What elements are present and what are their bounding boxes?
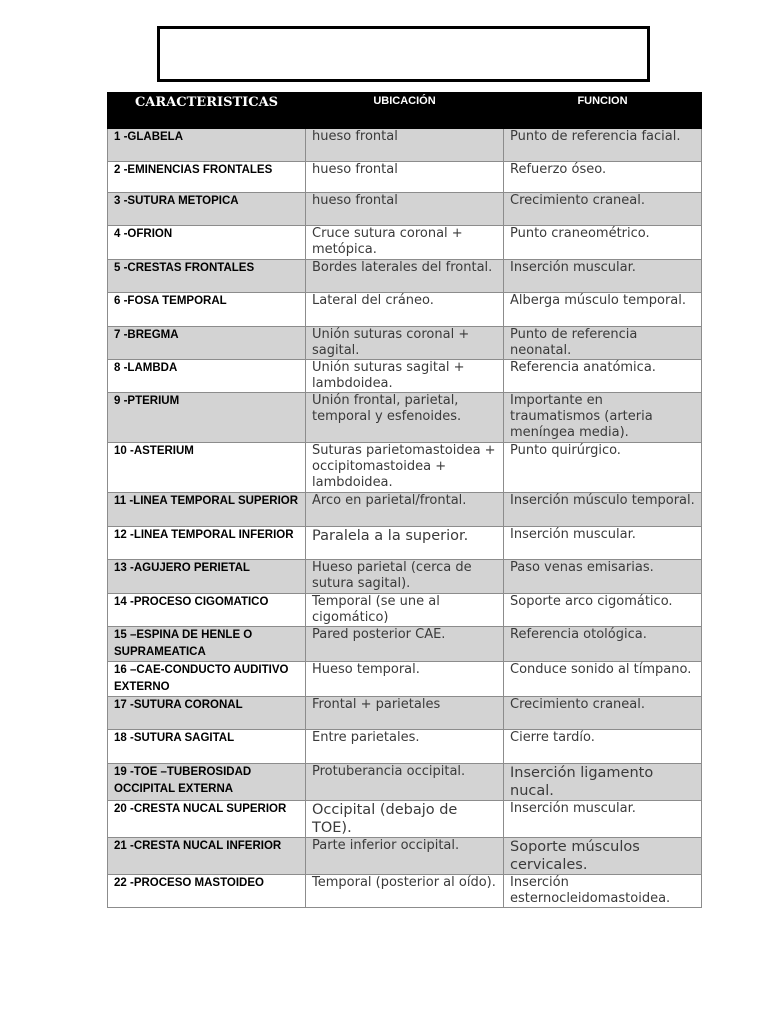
ubicacion-cell: Parte inferior occipital. [306, 838, 504, 875]
funcion-cell: Refuerzo óseo. [504, 162, 702, 193]
funcion-cell: Soporte arco cigomático. [504, 594, 702, 627]
funcion-cell: Cierre tardío. [504, 730, 702, 764]
title-box [157, 26, 650, 82]
caracteristica-cell: 3 -SUTURA METOPICA [108, 193, 306, 226]
caracteristica-cell: 18 -SUTURA SAGITAL [108, 730, 306, 764]
funcion-cell: Crecimiento craneal. [504, 697, 702, 730]
caracteristica-cell: 22 -PROCESO MASTOIDEO [108, 875, 306, 908]
table-row [108, 838, 702, 875]
ubicacion-cell: Hueso parietal (cerca de sutura sagital). [306, 560, 504, 594]
caracteristica-cell: 7 -BREGMA [108, 327, 306, 360]
caracteristica-cell: 20 -CRESTA NUCAL SUPERIOR [108, 801, 306, 838]
caracteristica-cell: 14 -PROCESO CIGOMATICO [108, 594, 306, 627]
caracteristica-cell: 10 -ASTERIUM [108, 443, 306, 493]
ubicacion-cell: Bordes laterales del frontal. [306, 260, 504, 293]
ubicacion-cell: hueso frontal [306, 193, 504, 226]
caracteristica-cell: 13 -AGUJERO PERIETAL [108, 560, 306, 594]
ubicacion-cell: Hueso temporal. [306, 662, 504, 697]
table-row [108, 875, 702, 908]
funcion-cell: Crecimiento craneal. [504, 193, 702, 226]
ubicacion-cell: Pared posterior CAE. [306, 627, 504, 662]
table-row [108, 260, 702, 293]
header-caracteristicas: CARACTERISTICAS [108, 93, 306, 129]
table-row [108, 162, 702, 193]
funcion-cell: Punto de referencia neonatal. [504, 327, 702, 360]
table-row [108, 560, 702, 594]
funcion-cell: Conduce sonido al tímpano. [504, 662, 702, 697]
table-row [108, 443, 702, 493]
ubicacion-cell: Unión suturas coronal + sagital. [306, 327, 504, 360]
table-row [108, 129, 702, 162]
ubicacion-cell: Temporal (posterior al oído). [306, 875, 504, 908]
ubicacion-cell: Frontal + parietales [306, 697, 504, 730]
characteristics-table [107, 92, 702, 908]
ubicacion-cell: Paralela a la superior. [306, 527, 504, 560]
caracteristica-cell: 1 -GLABELA [108, 129, 306, 162]
table-row [108, 764, 702, 801]
header-ubicacion: UBICACIÓN [306, 93, 504, 129]
funcion-cell: Paso venas emisarias. [504, 560, 702, 594]
caracteristica-cell: 5 -CRESTAS FRONTALES [108, 260, 306, 293]
table-row [108, 627, 702, 662]
table-row [108, 193, 702, 226]
ubicacion-cell: Occipital (debajo de TOE). [306, 801, 504, 838]
funcion-cell: Soporte músculos cervicales. [504, 838, 702, 875]
funcion-cell: Importante en traumatismos (arteria meníngea media). [504, 393, 702, 443]
caracteristica-cell: 17 -SUTURA CORONAL [108, 697, 306, 730]
caracteristica-cell: 2 -EMINENCIAS FRONTALES [108, 162, 306, 193]
ubicacion-cell: Arco en parietal/frontal. [306, 493, 504, 527]
ubicacion-cell: Temporal (se une al cigomático) [306, 594, 504, 627]
funcion-cell: Referencia anatómica. [504, 360, 702, 393]
caracteristica-cell: 8 -LAMBDA [108, 360, 306, 393]
ubicacion-cell: Entre parietales. [306, 730, 504, 764]
funcion-cell: Inserción muscular. [504, 527, 702, 560]
caracteristica-cell: 15 –ESPINA DE HENLE O SUPRAMEATICA [108, 627, 306, 662]
ubicacion-cell: hueso frontal [306, 162, 504, 193]
ubicacion-cell: Suturas parietomastoidea + occipitomastoidea + lambdoidea. [306, 443, 504, 493]
caracteristica-cell: 9 -PTERIUM [108, 393, 306, 443]
table-row [108, 393, 702, 443]
table-header-row [108, 93, 702, 129]
table-row [108, 697, 702, 730]
table-row [108, 662, 702, 697]
ubicacion-cell: Unión suturas sagital + lambdoidea. [306, 360, 504, 393]
caracteristica-cell: 16 –CAE-CONDUCTO AUDITIVO EXTERNO [108, 662, 306, 697]
caracteristica-cell: 19 -TOE –TUBEROSIDAD OCCIPITAL EXTERNA [108, 764, 306, 801]
ubicacion-cell: hueso frontal [306, 129, 504, 162]
table-row [108, 293, 702, 327]
ubicacion-cell: Cruce sutura coronal + metópica. [306, 226, 504, 260]
caracteristica-cell: 6 -FOSA TEMPORAL [108, 293, 306, 327]
ubicacion-cell: Unión frontal, parietal, temporal y esfenoides. [306, 393, 504, 443]
caracteristica-cell: 21 -CRESTA NUCAL INFERIOR [108, 838, 306, 875]
funcion-cell: Inserción músculo temporal. [504, 493, 702, 527]
table-row [108, 360, 702, 393]
ubicacion-cell: Lateral del cráneo. [306, 293, 504, 327]
table-row [108, 594, 702, 627]
caracteristica-cell: 4 -OFRION [108, 226, 306, 260]
caracteristica-cell: 11 -LINEA TEMPORAL SUPERIOR [108, 493, 306, 527]
table-row [108, 226, 702, 260]
funcion-cell: Punto quirúrgico. [504, 443, 702, 493]
funcion-cell: Referencia otológica. [504, 627, 702, 662]
table-row [108, 327, 702, 360]
funcion-cell: Inserción muscular. [504, 260, 702, 293]
ubicacion-cell: Protuberancia occipital. [306, 764, 504, 801]
funcion-cell: Inserción ligamento nucal. [504, 764, 702, 801]
funcion-cell: Alberga músculo temporal. [504, 293, 702, 327]
caracteristica-cell: 12 -LINEA TEMPORAL INFERIOR [108, 527, 306, 560]
table-row [108, 801, 702, 838]
table-row [108, 493, 702, 527]
table-row [108, 527, 702, 560]
funcion-cell: Punto de referencia facial. [504, 129, 702, 162]
table-row [108, 730, 702, 764]
funcion-cell: Punto craneométrico. [504, 226, 702, 260]
funcion-cell: Inserción esternocleidomastoidea. [504, 875, 702, 908]
funcion-cell: Inserción muscular. [504, 801, 702, 838]
header-funcion: FUNCION [504, 93, 702, 129]
